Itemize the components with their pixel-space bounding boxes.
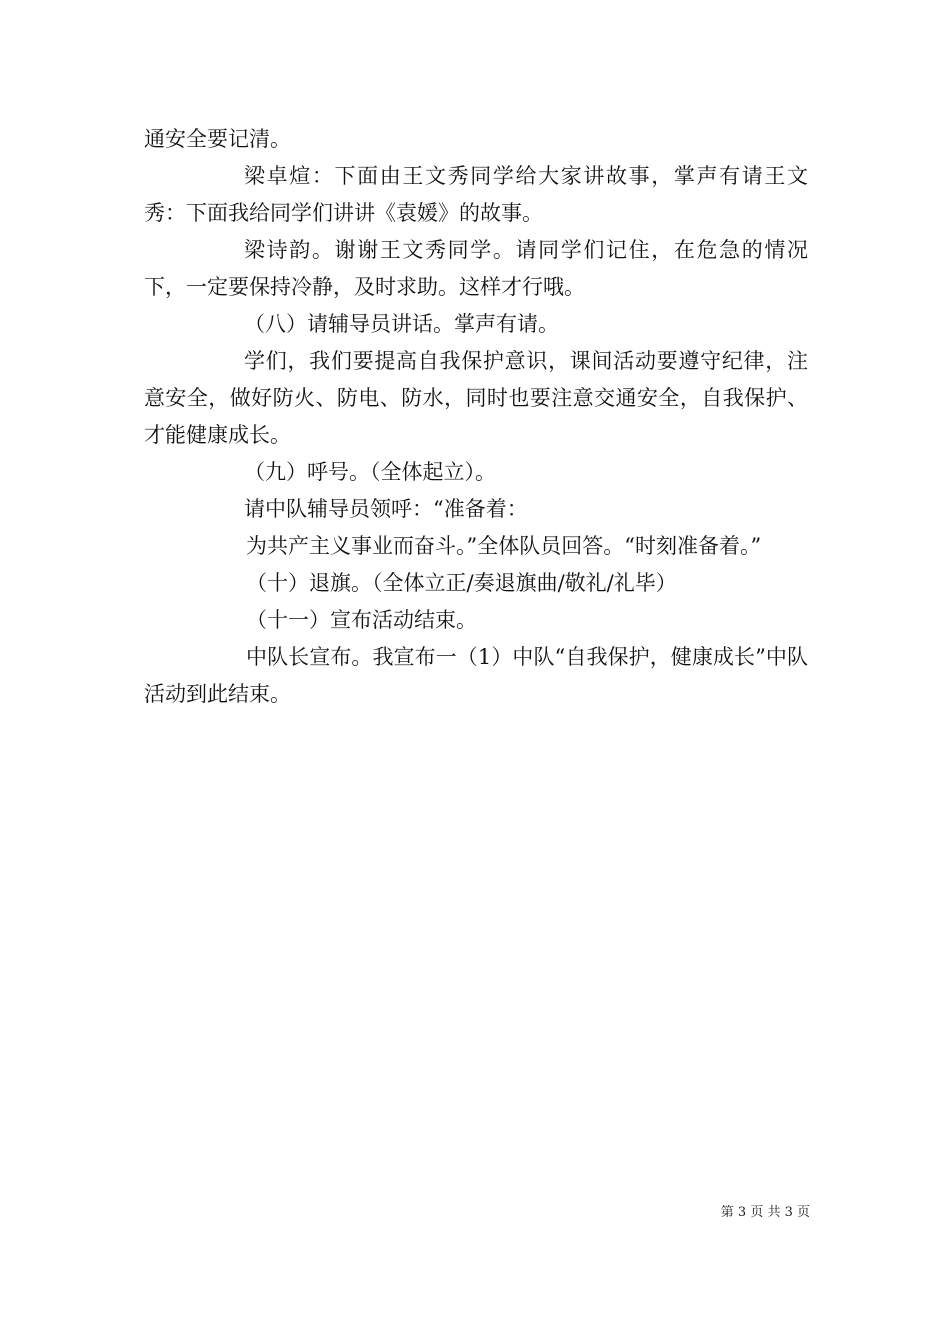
- paragraph-4: （八）请辅导员讲话。掌声有请。: [244, 312, 559, 336]
- paragraph-3: 梁诗韵。谢谢王文秀同学。请同学们记住，在危急的情况下，一定要保持冷静，及时求助。这样才行哦。: [144, 238, 808, 299]
- paragraph-11: 中队长宣布。我宣布一（1）中队“自我保护，健康成长”中队活动到此结束。: [144, 645, 808, 706]
- paragraph-5: 学们，我们要提高自我保护意识，课间活动要遵守纪律，注意安全，做好防火、防电、防水，同时也要注意交通安全，自我保护、才能健康成长。: [144, 349, 808, 447]
- document-body: [144, 121, 808, 713]
- paragraph-9: （十）退旗。（全体立正/奏退旗曲/敬礼/礼毕）: [246, 571, 677, 595]
- page-number-footer: 第 3 页 共 3 页: [720, 1205, 810, 1220]
- paragraph-2: 梁卓煊：下面由王文秀同学给大家讲故事，掌声有请王文秀：下面我给同学们讲讲《袁媛》的故事。: [144, 164, 808, 225]
- paragraph-1: 通安全要记清。: [144, 127, 291, 151]
- paragraph-6: （九）呼号。（全体起立）。: [244, 460, 496, 484]
- paragraph-10: （十一）宣布活动结束。: [246, 608, 477, 632]
- paragraph-8: 为共产主义事业而奋斗。”全体队员回答。“时刻准备着。”: [246, 534, 762, 558]
- paragraph-7: 请中队辅导员领呼：“准备着：: [244, 497, 528, 521]
